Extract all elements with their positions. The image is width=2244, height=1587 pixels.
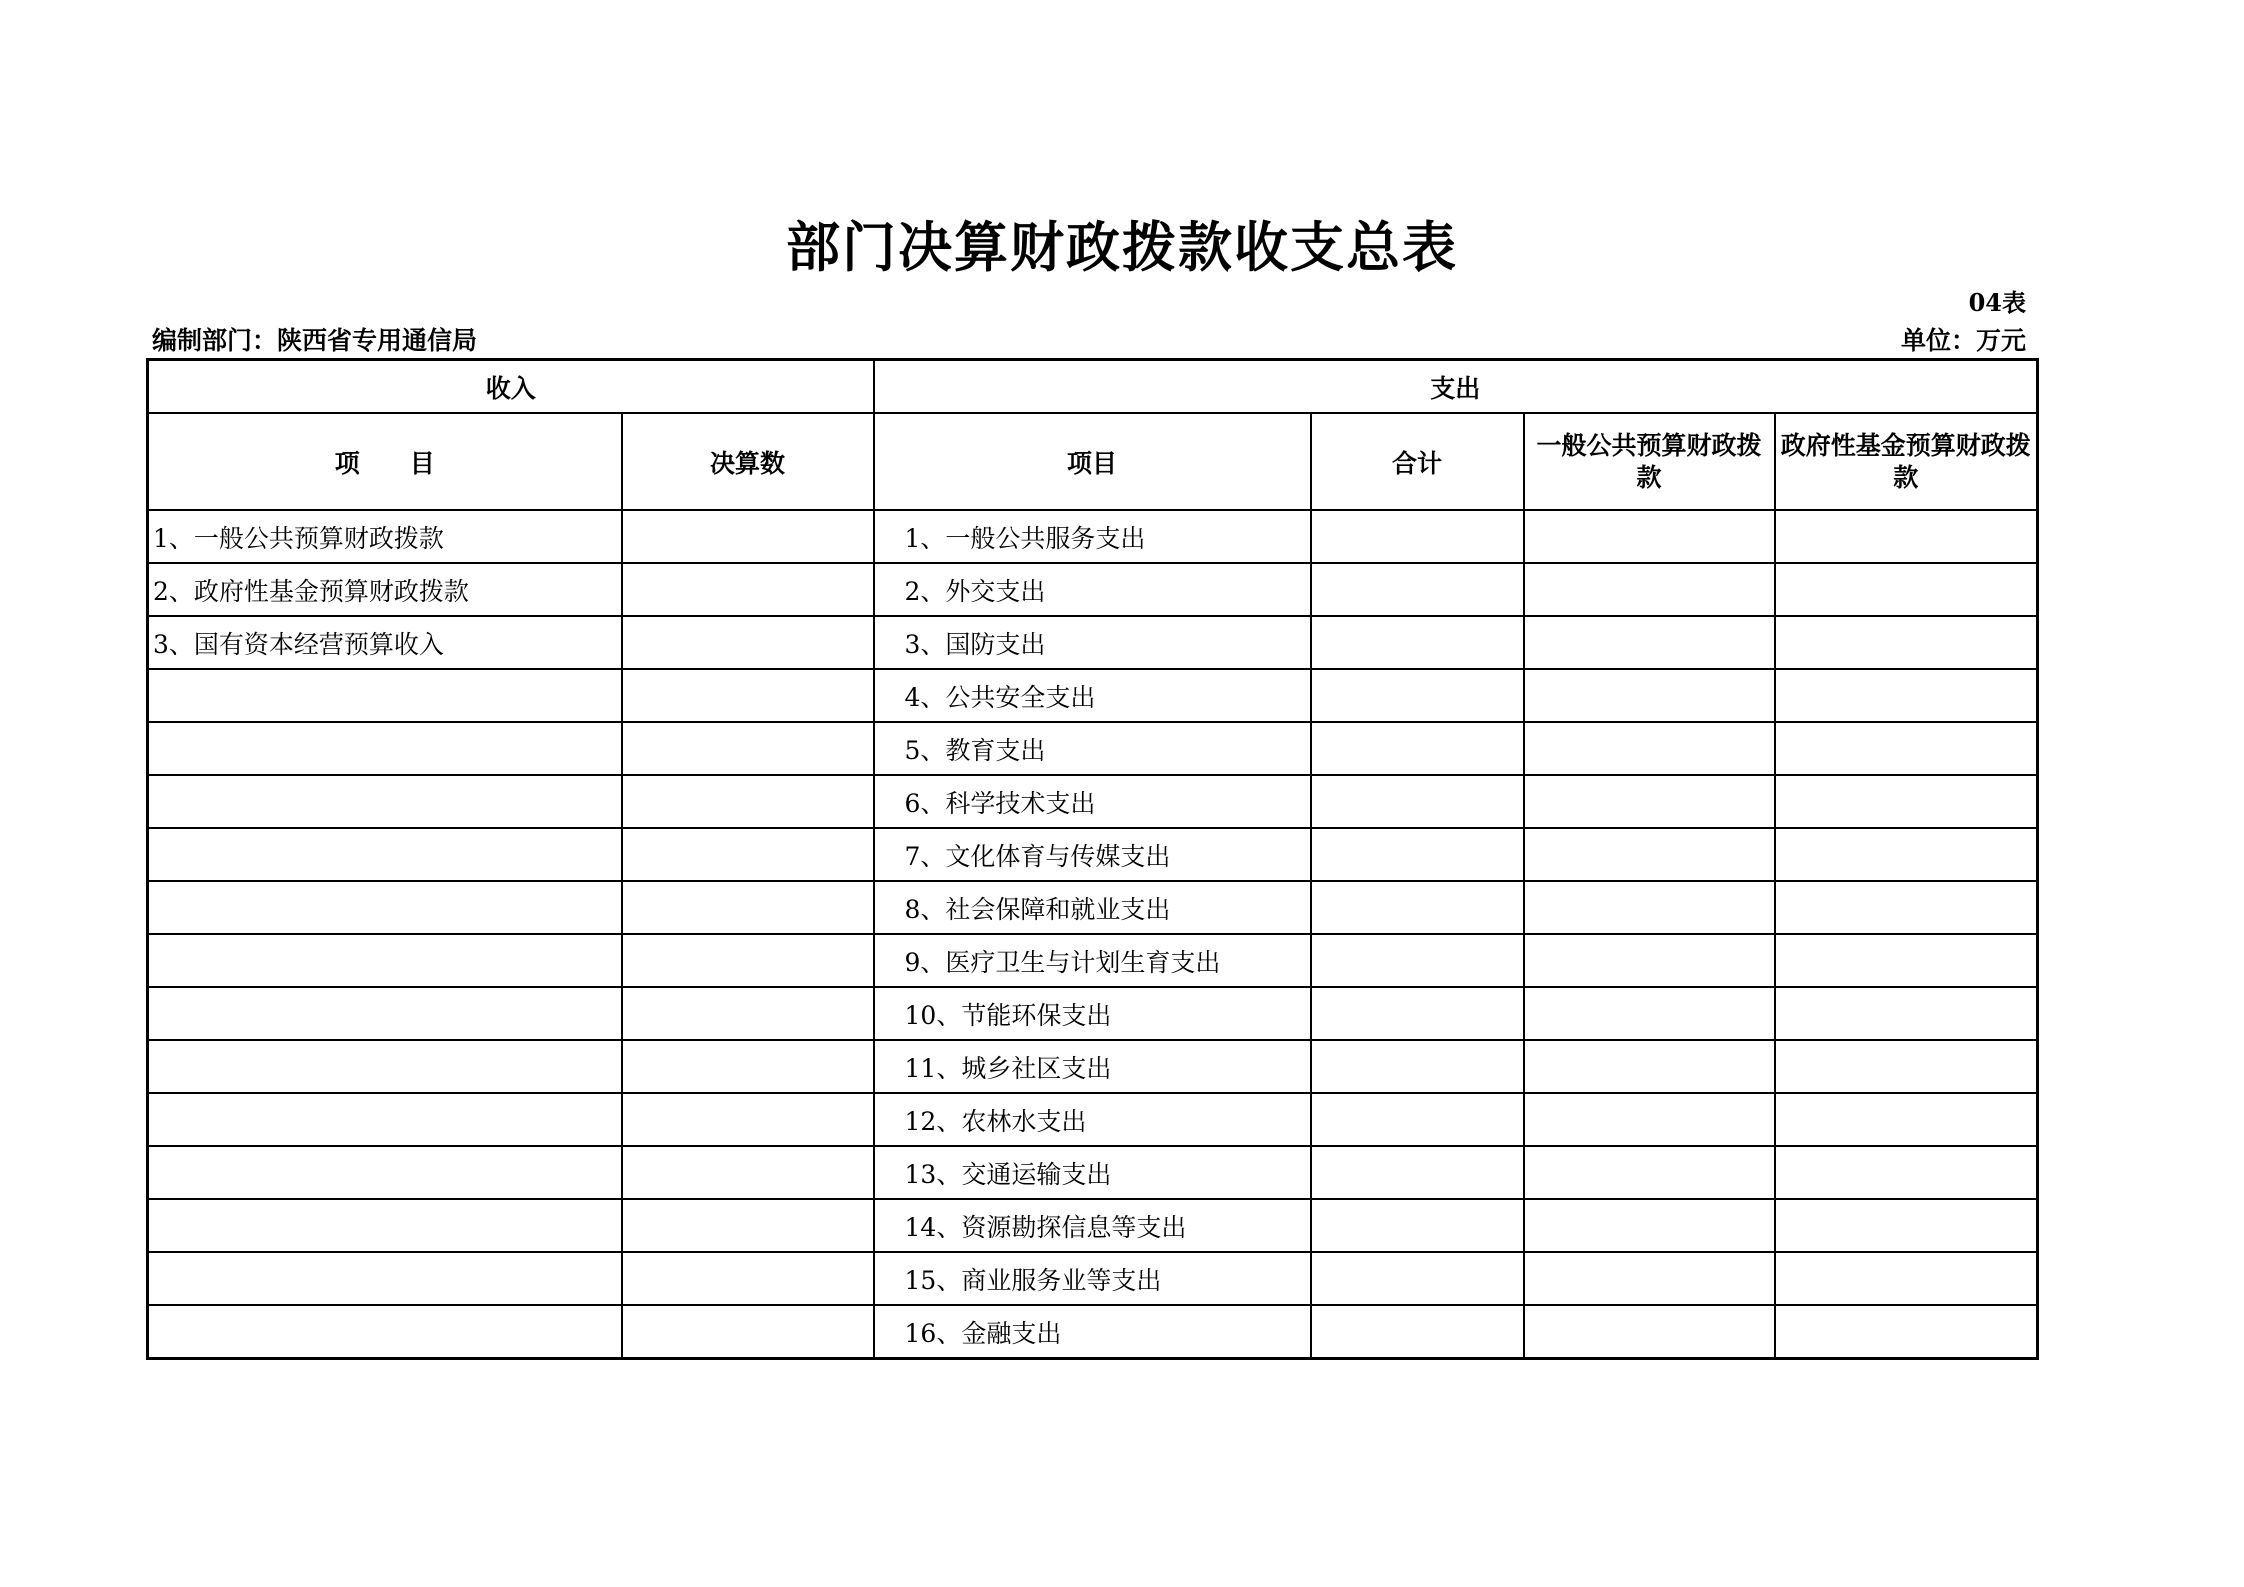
- expense-total-cell: [1311, 1252, 1524, 1305]
- expense-item-cell: 11、城乡社区支出: [874, 1040, 1311, 1093]
- expense-item-cell: 7、文化体育与传媒支出: [874, 828, 1311, 881]
- income-item-cell: [148, 1252, 622, 1305]
- expense-item-cell: 4、公共安全支出: [874, 669, 1311, 722]
- expense-total-cell: [1311, 669, 1524, 722]
- expense-total-cell: [1311, 775, 1524, 828]
- expense-general-cell: [1524, 563, 1775, 616]
- expense-total-cell: [1311, 1199, 1524, 1252]
- income-item-header: 项 目: [148, 413, 622, 510]
- table-row: [148, 722, 2038, 775]
- income-item-cell: [148, 1040, 622, 1093]
- expense-general-cell: [1524, 722, 1775, 775]
- expense-general-cell: [1524, 616, 1775, 669]
- table-row: [148, 510, 2038, 563]
- expense-total-cell: [1311, 722, 1524, 775]
- expense-general-cell: [1524, 775, 1775, 828]
- expense-item-cell: 9、医疗卫生与计划生育支出: [874, 934, 1311, 987]
- income-amount-cell: [622, 828, 874, 881]
- expense-general-header: 一般公共预算财政拨款: [1524, 413, 1775, 510]
- table-row: [148, 934, 2038, 987]
- expense-fund-cell: [1775, 669, 2038, 722]
- income-item-cell: [148, 669, 622, 722]
- income-amount-cell: [622, 1252, 874, 1305]
- expense-fund-cell: [1775, 722, 2038, 775]
- income-item-cell: [148, 1199, 622, 1252]
- income-amount-cell: [622, 1146, 874, 1199]
- expense-item-cell: 16、金融支出: [874, 1305, 1311, 1359]
- table-row: [148, 1252, 2038, 1305]
- expense-total-cell: [1311, 563, 1524, 616]
- expense-general-cell: [1524, 881, 1775, 934]
- table-row: [148, 669, 2038, 722]
- expense-total-cell: [1311, 987, 1524, 1040]
- expense-item-cell: 5、教育支出: [874, 722, 1311, 775]
- table-row: [148, 775, 2038, 828]
- expense-item-cell: 6、科学技术支出: [874, 775, 1311, 828]
- expense-total-cell: [1311, 616, 1524, 669]
- income-amount-header: 决算数: [622, 413, 874, 510]
- income-item-cell: 2、政府性基金预算财政拨款: [148, 563, 622, 616]
- expense-fund-cell: [1775, 1199, 2038, 1252]
- expense-fund-cell: [1775, 934, 2038, 987]
- table-row: [148, 881, 2038, 934]
- expense-fund-cell: [1775, 510, 2038, 563]
- table-row: [148, 1040, 2038, 1093]
- income-amount-cell: [622, 775, 874, 828]
- expense-general-cell: [1524, 1252, 1775, 1305]
- expense-item-cell: 8、社会保障和就业支出: [874, 881, 1311, 934]
- expense-total-header: 合计: [1311, 413, 1524, 510]
- expense-total-cell: [1311, 828, 1524, 881]
- income-item-cell: 3、国有资本经营预算收入: [148, 616, 622, 669]
- income-header: 收入: [148, 360, 874, 414]
- table-row: [148, 563, 2038, 616]
- expense-item-cell: 3、国防支出: [874, 616, 1311, 669]
- expense-general-cell: [1524, 1146, 1775, 1199]
- expense-item-cell: 10、节能环保支出: [874, 987, 1311, 1040]
- expense-fund-cell: [1775, 1305, 2038, 1359]
- income-item-cell: [148, 1093, 622, 1146]
- income-amount-cell: [622, 934, 874, 987]
- expense-general-cell: [1524, 1305, 1775, 1359]
- table-row: [148, 828, 2038, 881]
- income-amount-cell: [622, 1305, 874, 1359]
- expense-total-cell: [1311, 934, 1524, 987]
- expense-fund-cell: [1775, 881, 2038, 934]
- income-item-cell: [148, 987, 622, 1040]
- expense-fund-header: 政府性基金预算财政拨款: [1775, 413, 2038, 510]
- form-number: 04表: [1968, 288, 2026, 317]
- compiling-department: 编制部门：陕西省专用通信局: [152, 326, 478, 355]
- expense-fund-cell: [1775, 987, 2038, 1040]
- expense-general-cell: [1524, 934, 1775, 987]
- income-amount-cell: [622, 1093, 874, 1146]
- expense-item-cell: 15、商业服务业等支出: [874, 1252, 1311, 1305]
- income-item-cell: [148, 881, 622, 934]
- expense-header: 支出: [874, 360, 2038, 414]
- unit-label: 单位：万元: [1900, 326, 2026, 355]
- expense-total-cell: [1311, 1305, 1524, 1359]
- expense-total-cell: [1311, 1146, 1524, 1199]
- table-row: [148, 987, 2038, 1040]
- income-amount-cell: [622, 669, 874, 722]
- budget-table: [146, 358, 2039, 1360]
- expense-general-cell: [1524, 828, 1775, 881]
- expense-general-cell: [1524, 987, 1775, 1040]
- expense-item-cell: 12、农林水支出: [874, 1093, 1311, 1146]
- expense-fund-cell: [1775, 1252, 2038, 1305]
- table-row: [148, 1146, 2038, 1199]
- income-amount-cell: [622, 510, 874, 563]
- expense-total-cell: [1311, 1040, 1524, 1093]
- income-item-cell: [148, 1305, 622, 1359]
- income-amount-cell: [622, 1040, 874, 1093]
- income-amount-cell: [622, 722, 874, 775]
- expense-general-cell: [1524, 669, 1775, 722]
- table-row: [148, 1093, 2038, 1146]
- expense-fund-cell: [1775, 1146, 2038, 1199]
- expense-fund-cell: [1775, 775, 2038, 828]
- income-amount-cell: [622, 563, 874, 616]
- income-item-cell: [148, 934, 622, 987]
- expense-total-cell: [1311, 510, 1524, 563]
- expense-total-cell: [1311, 881, 1524, 934]
- table-row: [148, 1305, 2038, 1359]
- page-title: 部门决算财政拨款收支总表: [786, 215, 1458, 279]
- expense-general-cell: [1524, 1040, 1775, 1093]
- expense-item-cell: 1、一般公共服务支出: [874, 510, 1311, 563]
- expense-fund-cell: [1775, 1040, 2038, 1093]
- table-row: [148, 1199, 2038, 1252]
- expense-fund-cell: [1775, 616, 2038, 669]
- table-row: [148, 616, 2038, 669]
- expense-item-cell: 2、外交支出: [874, 563, 1311, 616]
- expense-general-cell: [1524, 510, 1775, 563]
- income-item-cell: [148, 722, 622, 775]
- expense-item-cell: 13、交通运输支出: [874, 1146, 1311, 1199]
- expense-item-header: 项目: [874, 413, 1311, 510]
- income-amount-cell: [622, 616, 874, 669]
- expense-total-cell: [1311, 1093, 1524, 1146]
- income-item-cell: [148, 775, 622, 828]
- income-item-cell: [148, 1146, 622, 1199]
- income-item-cell: [148, 828, 622, 881]
- income-amount-cell: [622, 1199, 874, 1252]
- income-amount-cell: [622, 987, 874, 1040]
- income-item-cell: 1、一般公共预算财政拨款: [148, 510, 622, 563]
- expense-general-cell: [1524, 1199, 1775, 1252]
- expense-fund-cell: [1775, 1093, 2038, 1146]
- expense-fund-cell: [1775, 828, 2038, 881]
- expense-item-cell: 14、资源勘探信息等支出: [874, 1199, 1311, 1252]
- expense-fund-cell: [1775, 563, 2038, 616]
- income-amount-cell: [622, 881, 874, 934]
- header-row-columns: [148, 413, 2038, 510]
- expense-general-cell: [1524, 1093, 1775, 1146]
- header-row-group: [148, 360, 2038, 414]
